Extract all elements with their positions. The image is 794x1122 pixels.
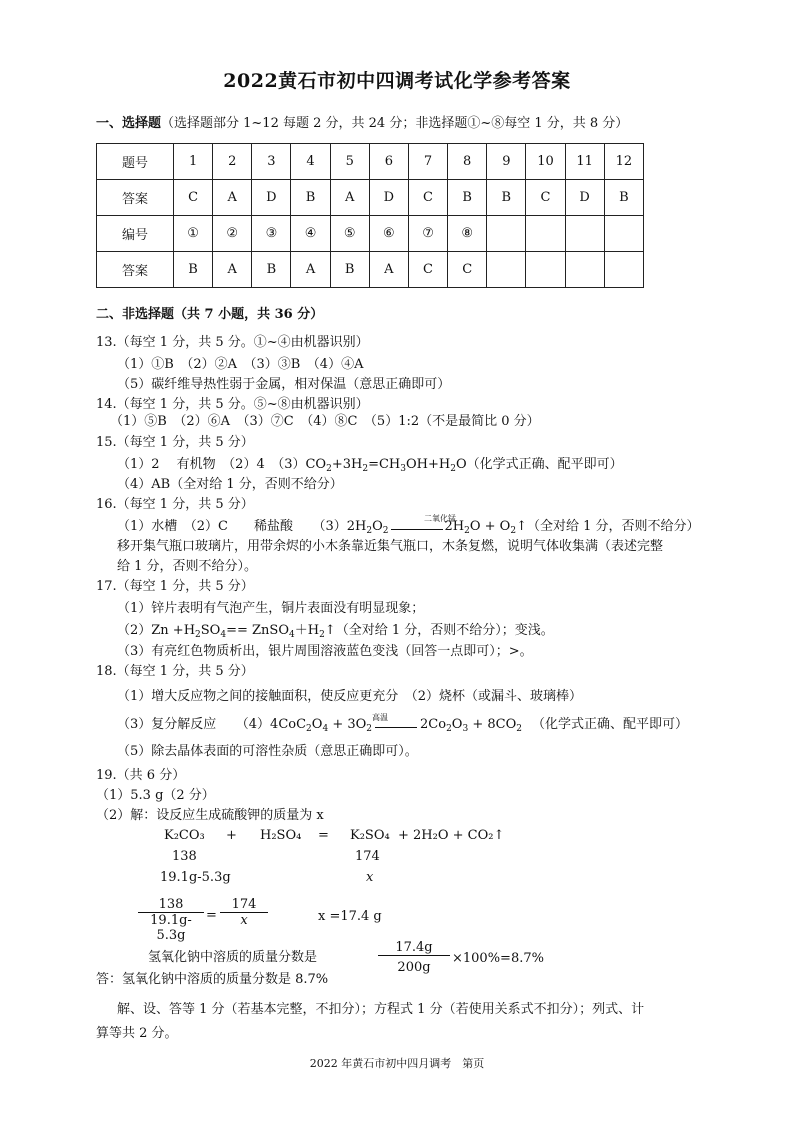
text-fragment: 2Co <box>420 717 447 732</box>
table-cell <box>565 252 604 288</box>
table-cell: 1 <box>174 144 213 180</box>
table-row <box>97 252 644 288</box>
eq-h2so4: H₂SO₄ <box>260 828 302 843</box>
table-cell: A <box>330 180 369 216</box>
table-cell: ⑤ <box>330 216 369 252</box>
table-cell: 7 <box>408 144 447 180</box>
table-cell <box>526 216 565 252</box>
text-fragment: == ZnSO <box>226 623 289 638</box>
table-cell: 12 <box>604 144 643 180</box>
scoring-note: 解、设、答等 1 分（若基本完整，不扣分）；方程式 1 分（若使用关系式不扣分）；列式、计 <box>117 1002 645 1017</box>
table-cell: C <box>408 180 447 216</box>
text-fragment: + 8CO <box>468 717 517 732</box>
table-cell: 编号 <box>97 216 174 252</box>
table-row <box>97 216 644 252</box>
q18-answer-line: （1）增大反应物之间的接触面积，使反应更充分 （2）烧杯（或漏斗、玻璃棒） <box>117 689 583 704</box>
eq-equals: = <box>318 828 329 843</box>
table-cell: 9 <box>487 144 526 180</box>
table-cell: 答案 <box>97 252 174 288</box>
q19-conclusion: 答：氢氧化钠中溶质的质量分数是 8.7% <box>96 972 329 987</box>
mass-fraction-label: 氢氧化钠中溶质的质量分数是 <box>148 950 318 965</box>
q16-answer-line: （1）水槽 （2）C 稀盐酸 $(3)2H_2O_2$ $2H_2O$ + $O_2↑$（全对给 1 分，否则不给分） <box>117 519 700 536</box>
table-cell: 4 <box>291 144 330 180</box>
percent-result: ×100%=8.7% <box>452 951 544 966</box>
fraction-numerator: 138 <box>158 897 184 912</box>
table-cell: 6 <box>369 144 408 180</box>
text-fragment: ＋H <box>294 623 320 638</box>
table-cell: A <box>291 252 330 288</box>
table-cell: C <box>174 180 213 216</box>
table-cell: C <box>408 252 447 288</box>
table-cell: A <box>369 252 408 288</box>
q15-answer-line: （4）AB（全对给 1 分，否则不给分） <box>117 477 343 492</box>
table-cell <box>487 216 526 252</box>
table-cell: B <box>291 180 330 216</box>
table-cell: 8 <box>448 144 487 180</box>
table-cell: B <box>604 180 643 216</box>
table-cell: B <box>487 180 526 216</box>
table-cell <box>565 216 604 252</box>
unknown-x: x <box>366 870 374 885</box>
text-fragment: （1）水槽 （2）C 稀盐酸 （3）2H <box>117 519 367 534</box>
table-cell: ③ <box>252 216 291 252</box>
text-fragment: O（化学式正确、配平即可） <box>455 457 623 472</box>
table-cell: ⑦ <box>408 216 447 252</box>
page-title: 2022黄石市初中四调考试化学参考答案 <box>223 70 571 92</box>
equals-sign: = <box>206 908 217 923</box>
text-fragment: 2H <box>444 519 465 534</box>
given-mass: 19.1g-5.3g <box>160 870 231 885</box>
q15-answer-line: （1）2 有机物 （2）4 $(3)CO_2+3H_2=CH_3OH+H_2O$（化学式正确、配平即可） <box>117 457 623 474</box>
text-fragment: （2）Zn +H <box>117 623 196 638</box>
molar-mass-k2so4: 174 <box>355 849 380 864</box>
q18-answer-line: （5）除去晶体表面的可溶性杂质（意思正确即可）。 <box>117 744 418 759</box>
q13-heading: 13.（每空 1 分，共 5 分。①~④由机器识别） <box>96 335 369 350</box>
page-footer: 2022 年黄石市初中四月调考 第页 <box>309 1057 485 1070</box>
condition-label: 高温 <box>372 713 388 722</box>
q17-heading: 17.（每空 1 分，共 5 分） <box>96 579 254 594</box>
table-cell: B <box>448 180 487 216</box>
scoring-note: 算等共 2 分。 <box>96 1026 178 1041</box>
q18-answer-line: （3）复分解反应 $(4)4CoC_2O_4 + 3O_2$ $2Co_2O_3 + 8CO_2$ （化学式正确、配平即可） <box>117 717 688 734</box>
table-cell <box>526 252 565 288</box>
text-fragment: OH+H <box>406 457 451 472</box>
q14-answer-line: （1）⑤B （2）⑥A （3）⑦C （4）⑧C （5）1:2（不是最简比 0 分） <box>110 414 540 429</box>
table-cell: D <box>565 180 604 216</box>
q17-answer-line: $(2)Zn +H_2SO_4==$ $ZnSO_4+H_2↑$（全对给 1 分，否则不给分）；变浅。 <box>117 623 554 640</box>
catalyst-label: 二氧化锰 <box>424 514 456 523</box>
fraction-denominator: x <box>220 912 268 928</box>
fraction-3 <box>378 940 450 975</box>
fraction-denominator: 200g <box>378 955 450 975</box>
result-x: x =17.4 g <box>318 909 382 924</box>
q17-answer-line: （1）锌片表明有气泡产生，铜片表面没有明显现象； <box>117 601 425 616</box>
table-cell <box>604 252 643 288</box>
table-cell: D <box>252 180 291 216</box>
text-fragment: SO <box>200 623 221 638</box>
text-fragment: （3）复分解反应 （4）4CoC <box>117 717 307 732</box>
table-cell: 题号 <box>97 144 174 180</box>
table-cell: ② <box>213 216 252 252</box>
table-cell: D <box>369 180 408 216</box>
text-fragment: O <box>451 717 463 732</box>
q19-answer-line: （2）解：设反应生成硫酸钾的质量为 x <box>96 808 324 823</box>
q16-answer-line: 移开集气瓶口玻璃片，用带余烬的小木条靠近集气瓶口，木条复燃，说明气体收集满（表述完整 <box>117 539 664 554</box>
table-cell: 3 <box>252 144 291 180</box>
eq-plus: + <box>226 828 237 843</box>
text-fragment: （化学式正确、配平即可） <box>531 717 688 732</box>
q14-heading: 14.（每空 1 分，共 5 分。⑤~⑧由机器识别） <box>96 397 369 412</box>
answer-table <box>96 143 644 288</box>
molar-mass-k2co3: 138 <box>172 849 197 864</box>
table-cell: A <box>213 180 252 216</box>
table-cell: B <box>330 252 369 288</box>
q16-heading: 16.（每空 1 分，共 5 分） <box>96 497 254 512</box>
section2-heading: 二、非选择题（共 7 小题，共 36 分） <box>96 307 324 322</box>
table-cell: ① <box>174 216 213 252</box>
table-cell: 11 <box>565 144 604 180</box>
q13-answer-line: （5）碳纤维导热性弱于金属，相对保温（意思正确即可） <box>117 377 451 392</box>
q19-heading: 19.（共 6 分） <box>96 768 186 783</box>
table-cell: 2 <box>213 144 252 180</box>
q17-answer-line: （3）有亮红色物质析出，银片周围溶液蓝色变浅（回答一点即可）；>。 <box>117 644 533 659</box>
text-fragment: ↑（全对给 1 分，否则不给分） <box>516 519 700 534</box>
text-fragment: ↑（全对给 1 分，否则不给分）；变浅。 <box>324 623 554 638</box>
table-cell: ⑧ <box>448 216 487 252</box>
q19-answer-line: （1）5.3 g（2 分） <box>96 788 215 803</box>
table-cell: 10 <box>526 144 565 180</box>
table-cell: B <box>174 252 213 288</box>
table-cell <box>604 216 643 252</box>
table-cell: ④ <box>291 216 330 252</box>
fraction-2 <box>220 897 268 928</box>
table-cell: B <box>252 252 291 288</box>
table-row <box>97 144 644 180</box>
text-fragment: + 3O <box>328 717 367 732</box>
eq-products: + 2H₂O + CO₂↑ <box>398 828 505 843</box>
table-cell: 5 <box>330 144 369 180</box>
eq-k2so4: K₂SO₄ <box>350 828 390 843</box>
q15-heading: 15.（每空 1 分，共 5 分） <box>96 435 254 450</box>
text-fragment: O <box>372 519 383 534</box>
text-fragment: O <box>311 717 323 732</box>
fraction-numerator: 174 <box>231 897 257 912</box>
table-cell: A <box>213 252 252 288</box>
text-fragment: +3H <box>331 457 363 472</box>
section1-heading-line <box>96 115 628 133</box>
q16-answer-line: 给 1 分，否则不给分）。 <box>117 559 258 574</box>
table-cell: C <box>448 252 487 288</box>
table-row <box>97 180 644 216</box>
fraction-1 <box>138 897 204 943</box>
table-cell <box>487 252 526 288</box>
table-cell: 答案 <box>97 180 174 216</box>
section1-heading: 一、选择题 <box>96 116 162 131</box>
text-fragment: （1）2 有机物 （2）4 （3）CO <box>117 457 327 472</box>
q13-answer-line: （1）①B （2）②A （3）③B （4）④A <box>117 357 364 372</box>
eq-k2co3: K₂CO₃ <box>164 828 205 843</box>
table-cell: C <box>526 180 565 216</box>
text-fragment: =CH <box>368 457 401 472</box>
table-cell: ⑥ <box>369 216 408 252</box>
text-fragment: O + O <box>469 519 511 534</box>
section1-note: （选择题部分 1~12 每题 2 分，共 24 分；非选择题①~⑧每空 1 分，共 8 分） <box>161 116 629 131</box>
fraction-numerator: 17.4g <box>395 940 433 955</box>
fraction-denominator: 19.1g-5.3g <box>138 912 204 943</box>
q18-heading: 18.（每空 1 分，共 5 分） <box>96 664 254 679</box>
